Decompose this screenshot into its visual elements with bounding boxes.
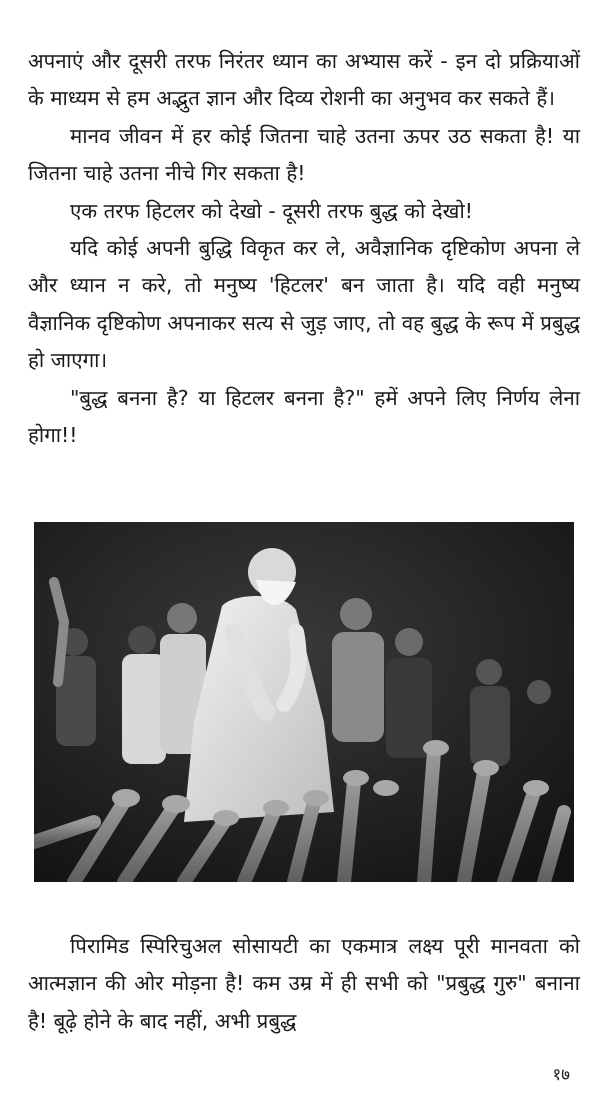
paragraph-2: मानव जीवन में हर कोई जितना चाहे उतना ऊपर उठ सकता है! या जितना चाहे उतना नीचे गिर सकता है! <box>28 123 580 186</box>
paragraph-4: यदि कोई अपनी बुद्धि विकृत कर ले, अवैज्ञानिक दृष्टिकोण अपना ले और ध्यान न करे, तो मनुष्य 'हिटलर' बन जाता है। यदि वही मनुष्य वैज्ञानिक दृष्टिकोण अपनाकर सत्य से जुड़ जाए, तो वह बुद्ध के रूप में प्रबुद्ध हो जाएगा। <box>28 236 580 373</box>
top-text-block <box>28 43 580 454</box>
photograph-image <box>34 522 574 882</box>
photograph-crowd <box>34 522 574 882</box>
paragraph-3: एक तरफ हिटलर को देखो - दूसरी तरफ बुद्ध को देखो! <box>70 198 473 223</box>
page-number: १७ <box>552 1065 570 1085</box>
paragraph-1: अपनाएं और दूसरी तरफ निरंतर ध्यान का अभ्यास करें - इन दो प्रक्रियाओं के माध्यम से हम अद्भुत ज्ञान और दिव्य रोशनी का अनुभव कर सकते हैं। <box>28 49 580 111</box>
bottom-text-block <box>28 928 580 1040</box>
paragraph-6: पिरामिड स्पिरिचुअल सोसायटी का एकमात्र लक्ष्य पूरी मानवता को आत्मज्ञान की ओर मोड़ना है! कम उम्र में ही सभी को "प्रबुद्ध गुरु" बनाना है! बूढ़े होने के बाद नहीं, अभी प्रबुद्ध <box>28 934 580 1033</box>
paragraph-5: "बुद्ध बनना है? या हिटलर बनना है?" हमें अपने लिए निर्णय लेना होगा!! <box>28 385 580 448</box>
